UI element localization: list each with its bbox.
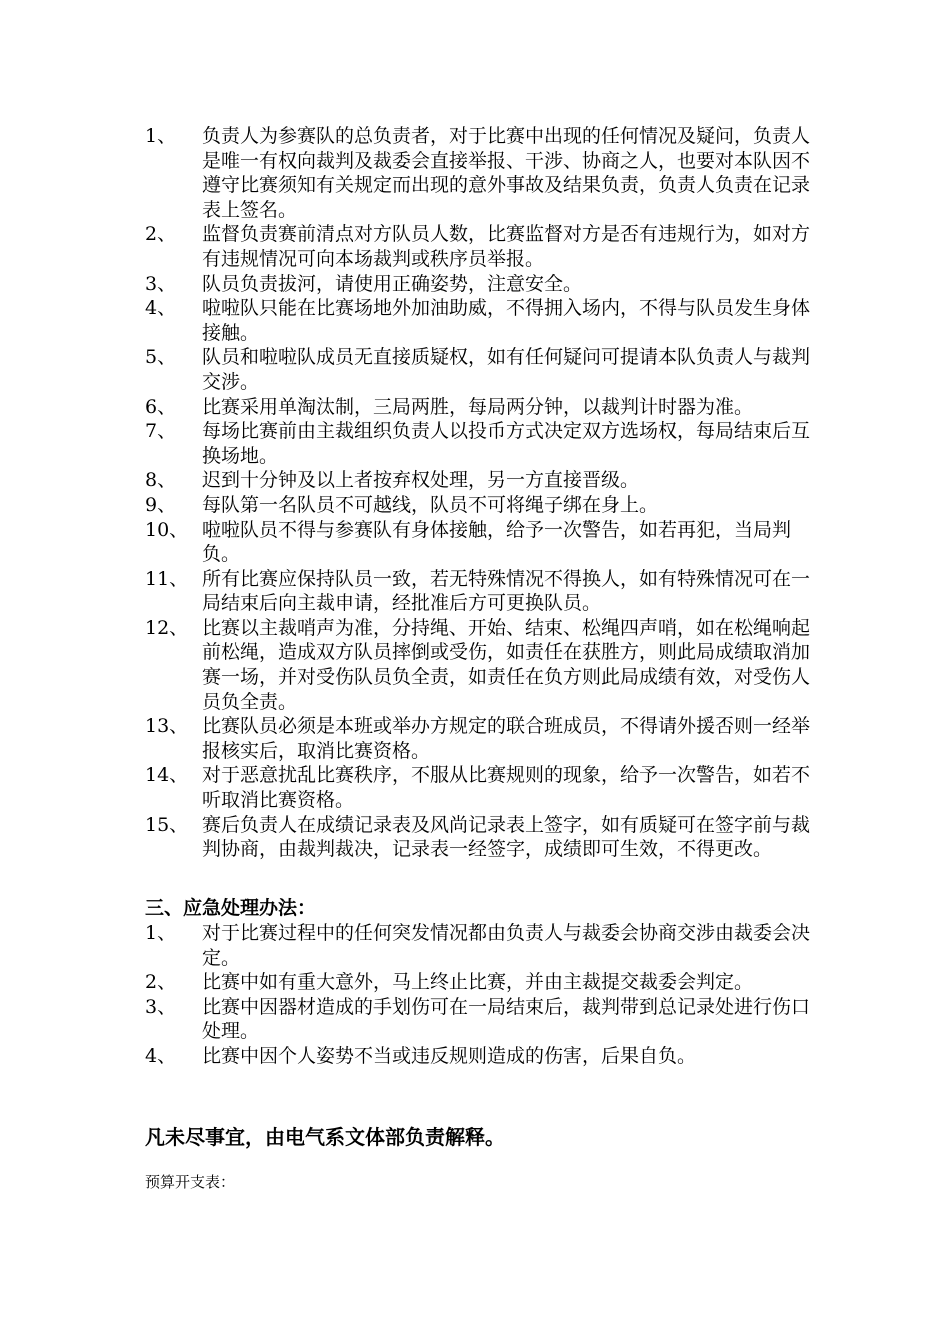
- item-number: 10、: [145, 518, 189, 541]
- item-text: 所有比赛应保持队员一致，若无特殊情况不得换人，如有特殊情况可在一局结束后向主裁申请，经批准后方可更换队员。: [202, 567, 811, 615]
- item-number: 15、: [145, 813, 189, 836]
- item-number: 4、: [145, 1044, 177, 1067]
- item-text: 比赛中因器材造成的手划伤可在一局结束后，裁判带到总记录处进行伤口处理。: [202, 995, 811, 1043]
- item-text: 每场比赛前由主裁组织负责人以投币方式决定双方选场权，每局结束后互换场地。: [202, 420, 811, 467]
- list-item: [145, 124, 825, 222]
- item-text: 监督负责赛前清点对方队员人数，比赛监督对方是否有违规行为，如对方有违规情况可向本场裁判或秩序员举报。: [202, 223, 811, 270]
- section-heading: 三、应急处理办法：: [145, 897, 317, 919]
- item-number: 4、: [145, 297, 177, 320]
- item-number: 11、: [145, 567, 189, 590]
- closing-note: 凡未尽事宜，由电气系文体部负责解释。: [145, 1125, 505, 1149]
- item-number: 12、: [145, 616, 189, 639]
- list-item: [145, 616, 825, 714]
- item-text: 啦啦队员不得与参赛队有身体接触，给予一次警告，如若再犯，当局判负。: [202, 518, 792, 566]
- list-item: [145, 995, 825, 1044]
- list-item: [145, 296, 825, 345]
- list-item: [145, 419, 825, 468]
- item-number: 13、: [145, 715, 189, 738]
- item-number: 2、: [145, 971, 177, 994]
- item-text: 比赛中如有重大意外，马上终止比赛，并由主裁提交裁委会判定。: [202, 971, 754, 994]
- item-text: 每队第一名队员不可越线，队员不可将绳子绑在身上。: [202, 493, 659, 516]
- item-text: 啦啦队只能在比赛场地外加油助威，不得拥入场内，不得与队员发生身体接触。: [202, 297, 811, 344]
- budget-label: 预算开支表：: [145, 1173, 236, 1191]
- item-text: 比赛中因个人姿势不当或违反规则造成的伤害，后果自负。: [202, 1044, 697, 1067]
- item-number: 2、: [145, 223, 177, 246]
- item-number: 6、: [145, 395, 177, 418]
- item-text: 比赛采用单淘汰制，三局两胜，每局两分钟，以裁判计时器为准。: [202, 395, 754, 418]
- list-item: [145, 395, 825, 420]
- item-number: 8、: [145, 469, 177, 492]
- list-item: [145, 1044, 825, 1069]
- item-number: 3、: [145, 272, 177, 295]
- list-item: [145, 345, 825, 394]
- item-text: 队员负责拔河，请使用正确姿势，注意安全。: [202, 272, 583, 295]
- emergency-list: [145, 921, 825, 1069]
- list-item: [145, 970, 825, 995]
- list-item: [145, 518, 825, 567]
- list-item: [145, 222, 825, 271]
- list-item: [145, 921, 825, 970]
- item-text: 对于比赛过程中的任何突发情况都由负责人与裁委会协商交涉由裁委会决定。: [202, 922, 811, 969]
- item-number: 14、: [145, 764, 189, 787]
- item-text: 比赛以主裁哨声为准，分持绳、开始、结束、松绳四声哨，如在松绳响起前松绳，造成双方队员摔倒或受伤，如责任在获胜方，则此局成绩取消加赛一场，并对受伤队员负全责，如责任在负方则此局成绩有效，对受伤人员负全责。: [202, 616, 811, 713]
- item-text: 队员和啦啦队成员无直接质疑权，如有任何疑问可提请本队负责人与裁判交涉。: [202, 346, 811, 393]
- item-text: 赛后负责人在成绩记录表及风尚记录表上签字，如有质疑可在签字前与裁判协商，由裁判裁决，记录表一经签字，成绩即可生效，不得更改。: [202, 813, 811, 861]
- item-number: 5、: [145, 346, 177, 369]
- rules-list: [145, 124, 825, 862]
- item-number: 1、: [145, 125, 177, 147]
- item-text: 迟到十分钟及以上者按弃权处理，另一方直接晋级。: [202, 469, 640, 492]
- item-text: 比赛队员必须是本班或举办方规定的联合班成员，不得请外援否则一经举报核实后，取消比赛资格。: [202, 715, 811, 762]
- item-text: 对于恶意扰乱比赛秩序，不服从比赛规则的现象，给予一次警告，如若不听取消比赛资格。: [202, 764, 811, 812]
- item-number: 1、: [145, 922, 177, 944]
- list-item: [145, 813, 825, 862]
- list-item: [145, 763, 825, 812]
- item-text: 负责人为参赛队的总负责者，对于比赛中出现的任何情况及疑问，负责人是唯一有权向裁判及裁委会直接举报、干涉、协商之人，也要对本队因不遵守比赛须知有关规定而出现的意外事故及结果负责，负责人负责在记录表上签名。: [202, 125, 811, 221]
- list-item: [145, 567, 825, 616]
- list-item: [145, 493, 825, 518]
- item-number: 9、: [145, 493, 177, 516]
- list-item: [145, 714, 825, 763]
- item-number: 3、: [145, 995, 177, 1018]
- item-number: 7、: [145, 420, 177, 443]
- list-item: [145, 272, 825, 297]
- list-item: [145, 468, 825, 493]
